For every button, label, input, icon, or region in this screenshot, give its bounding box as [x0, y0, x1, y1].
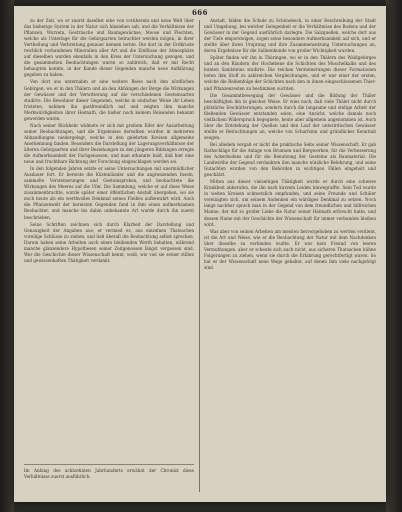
column-divider [199, 20, 200, 492]
right-paragraph: Bei alledem vergaß er nicht die praktische Seite seiner Wissenschaft. Er gab Rathschläge für die Anlage von Brunnen und Bergwerken, für die Verbesserung des Ackerbodens und für die Benutzung der Gesteine als Baumaterial. Die Landwirthe der Gegend verdankten ihm manche nützliche Belehrung, und seine Gutachten wurden von den Behörden in wichtigen Fällen eingeholt und geschätzt. [204, 141, 376, 178]
left-paragraph: Von dort aus unternahm er eine weitere Reise nach den nördlichen Gebirgen, wo er in den Thälern und an den Abhängen der Berge die Wirkungen der Gewässer und der Verwitterung auf die verschiedenen Gesteinsarten studirte. Die Bewohner dieser Gegenden, welche in einfacher Weise ihr Leben fristeten, nahmen ihn gastfreundlich auf und zeigten ihm manche Merkwürdigkeiten ihrer Heimath, die bisher noch keinem Reisenden bekannt geworden waren. [24, 79, 194, 121]
left-paragraph: Nach seiner Rückkehr widmete er sich mit großem Eifer der Ausarbeitung seiner Beobachtungen, und die Ergebnisse derselben wurden in mehreren Abhandlungen niedergelegt, welche in den gelehrten Kreisen allgemeine Anerkennung fanden. Besonders die Darstellung der Lagerungsverhältnisse der älteren Gebirgsarten und ihrer Beziehungen zu den jüngeren Bildungen erregte die Aufmerksamkeit der Fachgenossen, und man erkannte bald, daß hier eine neue und fruchtbare Richtung der Forschung eingeschlagen worden sei. [24, 122, 194, 165]
left-paragraph: In den folgenden Jahren setzte er seine Untersuchungen mit unermüdlicher Ausdauer fort. Er bereiste die Küstenländer und die angrenzenden Inseln, sammelte Versteinerungen und Gesteinsproben, und beobachtete die Wirkungen des Meeres auf die Ufer. Die Sammlung, welche er auf diese Weise zusammenbrachte, wurde später einer öffentlichen Anstalt übergeben, wo sie noch heute als ein werthvolles Denkmal seines Fleißes aufbewahrt wird. Auch die Pflanzenwelt der bereisten Gegenden fand in ihm einen aufmerksamen Beobachter, und manche bis dahin unbekannte Art wurde durch ihn zuerst beschrieben. [24, 166, 194, 220]
footnote: Im Anfang des achtzehnten Jahrhunderts erwähnt der Chronist diese Verhältnisse zuerst ausführlich. [24, 468, 194, 479]
right-paragraph: Die Gesammtbewegung der Gewässer und die Bildung der Thäler beschäftigten ihn in gleicher Weise. Er wies nach, daß viele Thäler nicht durch plötzliche Erschütterungen, sondern durch die langsame und stetige Arbeit der fließenden Gewässer entstanden seien, eine Ansicht, welche damals noch vielfachem Widerspruch begegnete, heute aber allgemein angenommen ist. Auch über die Entstehung der Quellen und den Lauf der unterirdischen Gewässer stellte er Betrachtungen an, welche von Scharfsinn und gründlicher Kenntniß zeugen. [204, 92, 376, 140]
book-gutter [0, 0, 14, 512]
book-edge [386, 0, 402, 512]
left-paragraph: zu der Zeit, wo er zuerst daselbst eine von vornherein und neue Welt über das bisherige System in der Natur sich hinziehen sah, und die Verhältnisse der Pflanzen, Wurzeln, Gesträuche und Baumgewächse, Moose und Flechten, welche als Unterlage für die Gebirgsarten betrachtet werden mögen, in ihrer Vertheilung und Verbreitung genauer kennen lernte. Die dort in der Erdkruste reichlich vorhandenen Mineralien aller Art und die Einflüsse der Atmosphäre auf dieselben wurden ebenfalls in den Kreis der Untersuchung gezogen, und die gesammelten Beobachtungen waren so zahlreich, daß er mit Recht behaupten konnte, in der Kunde dieser Gegenden manche neue Aufklärung gegeben zu haben. [24, 18, 194, 78]
page-number: 666 [191, 8, 209, 17]
book-page [14, 6, 386, 502]
right-paragraph: Später finden wir ihn in Thüringen, wo er in den Thälern des Waldgebirges und an den Rändern der Hochebene die Schichten des Muschelkalks und des bunten Sandsteins studirte. Die reichen Versteinerungen dieser Formationen boten ihm Stoff zu zahlreichen Vergleichungen, und er war einer der ersten, welche die Reihenfolge der Schichten nach den in ihnen eingeschlossenen Thier- und Pflanzenresten zu bestimmen suchten. [204, 55, 376, 91]
left-paragraph: Seine Schriften zeichnen sich durch Klarheit der Darstellung und Genauigkeit der Angaben aus; er vermied es, aus einzelnen Thatsachen voreilige Schlüsse zu ziehen, und ließ überall die Beobachtung selbst sprechen. Darum haben seine Arbeiten auch einen bleibenden Werth behalten, während manche glänzendere Hypothesen seiner Zeitgenossen längst vergessen sind. Wer die Geschichte dieser Wissenschaft kennt, weiß, wie viel sie seiner stillen und gewissenhaften Thätigkeit verdankt. [24, 221, 194, 263]
right-paragraph: Mitten aus dieser vielseitigen Thätigkeit wurde er durch eine schwere Krankheit abberufen, die ihn nach kurzem Leiden hinwegraffte. Sein Tod wurde in weiten Kreisen schmerzlich empfunden, und seine Freunde und Schüler vereinigten sich, um seinem Andenken ein würdiges Denkmal zu setzen. Noch lange nachher sprach man in der Gegend von dem freundlichen und hilfreichen Manne, der mit so großer Liebe die Natur seiner Heimath erforscht hatte, und dessen Name mit der Geschichte der Wissenschaft für immer verbunden bleiben wird. [204, 179, 376, 227]
right-column [204, 18, 376, 272]
footnote-divider [24, 464, 194, 465]
right-paragraph: Was aber von seinen Arbeiten am meisten hervorgehoben zu werden verdient, ist die Art und Weise, wie er die Beobachtung der Natur mit dem Nachdenken über dieselbe zu verbinden wußte. Er war kein Freund von leeren Vermuthungen, aber er scheute sich auch nicht, aus sicheren Thatsachen kühne Folgerungen zu ziehen, wenn sie durch die Erfahrung gerechtfertigt waren. So hat er der Wissenschaft neue Wege gebahnt, auf denen ihm viele nachgefolgt sind. [204, 228, 376, 270]
right-paragraph: Anstalt, bilden die Schule zu Schönebeck, in einer Beschreibung der Stadt und Umgebung, bei welcher Gelegenheit er die Verhältnisse des Bodens und der Gewässer in der Gegend ausführlich darlegte. Die Salzquellen, welche dort aus der Tiefe emporsteigen, zogen seine besondere Aufmerksamkeit auf sich, und er stellte über ihren Ursprung und ihre Zusammensetzung Untersuchungen an, deren Ergebnisse für die Salinenkunde von großer Wichtigkeit wurden. [204, 18, 376, 54]
left-column [24, 18, 194, 265]
